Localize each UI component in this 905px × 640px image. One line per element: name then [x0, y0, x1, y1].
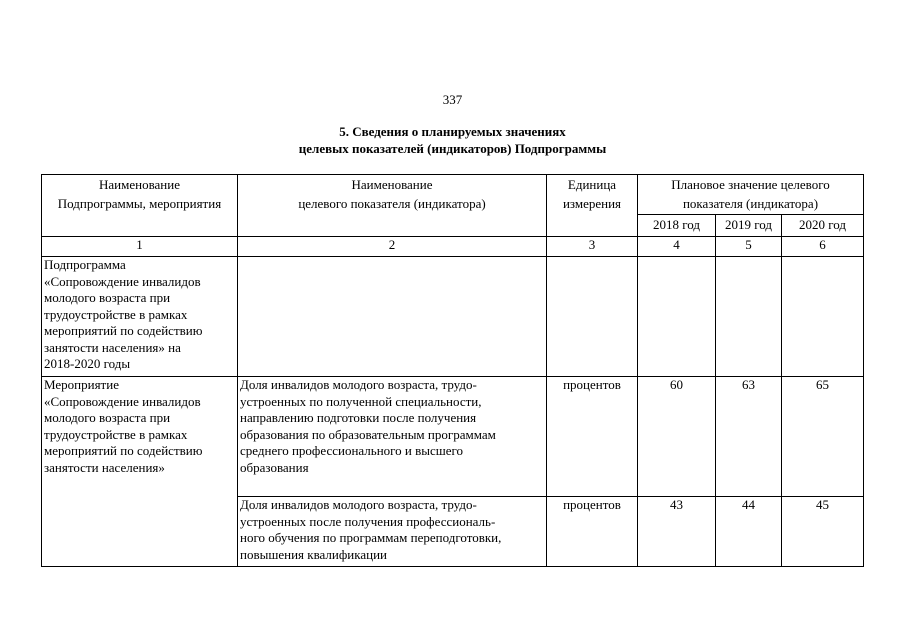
title-line-1: 5. Сведения о планируемых значениях: [339, 124, 566, 139]
text-line: образования: [240, 459, 309, 475]
column-number: 1: [42, 237, 238, 257]
value-2020: 65: [782, 377, 864, 497]
text-line: образования по образовательным программам: [240, 426, 496, 442]
empty-cell: [238, 257, 547, 377]
indicator-unit: процентов: [547, 377, 638, 497]
text-line: 2018-2020 годы: [44, 356, 131, 371]
indicator-name: [238, 377, 547, 497]
empty-cell: [782, 257, 864, 377]
header-indicator-line-2: целевого показателя (индикатора): [298, 196, 486, 211]
header-year-2018: 2018 год: [638, 215, 716, 237]
column-number: 6: [782, 237, 864, 257]
text-line: занятости населения»: [44, 459, 165, 475]
indicator-unit: процентов: [547, 497, 638, 567]
header-unit-line-1: Единица: [567, 177, 617, 192]
text-line: среднего профессионального и высшего: [240, 443, 464, 458]
header-unit: [547, 175, 638, 237]
text-line: повышения квалификации: [240, 546, 388, 562]
value-2019: 63: [716, 377, 782, 497]
measure-row: [42, 377, 864, 497]
text-line: Мероприятие: [44, 377, 119, 392]
header-planned-value: [638, 175, 864, 215]
subprogram-row: [42, 257, 864, 377]
header-planned-line-2: показателя (индикатора): [682, 196, 819, 211]
header-indicator-line-1: Наименование: [351, 177, 433, 192]
text-line: трудоустройстве в рамках: [44, 426, 188, 442]
column-number: 5: [716, 237, 782, 257]
column-number: 2: [238, 237, 547, 257]
text-line: направлению подготовки после получения: [240, 410, 477, 425]
text-line: устроенных после получения профессиональ-: [240, 513, 496, 529]
text-line: молодого возраста при: [44, 410, 171, 425]
indicators-table: [41, 174, 864, 567]
header-subprogram-line-2: Подпрограммы, мероприятия: [57, 196, 222, 211]
header-unit-line-2: измерения: [562, 196, 622, 211]
text-line: молодого возраста при: [44, 290, 171, 305]
value-2020: 45: [782, 497, 864, 567]
text-line: устроенных по полученной специальности,: [240, 393, 482, 409]
text-line: «Сопровождение инвалидов: [44, 273, 201, 289]
value-2018: 43: [638, 497, 716, 567]
header-subprogram-name: [42, 175, 238, 237]
text-line: трудоустройстве в рамках: [44, 306, 188, 322]
header-row: [42, 175, 864, 215]
header-indicator-name: [238, 175, 547, 237]
text-line: мероприятий по содействию: [44, 323, 203, 338]
column-number: 4: [638, 237, 716, 257]
text-line: мероприятий по содействию: [44, 443, 203, 458]
column-number: 3: [547, 237, 638, 257]
text-line: Доля инвалидов молодого возраста, трудо-: [240, 497, 477, 512]
column-numbers-row: [42, 237, 864, 257]
text-line: ного обучения по программам переподготовки,: [240, 530, 502, 545]
indicator-name: [238, 497, 547, 567]
text-line: занятости населения» на: [44, 339, 181, 355]
value-2018: 60: [638, 377, 716, 497]
header-year-2020: 2020 год: [782, 215, 864, 237]
text-line: Подпрограмма: [44, 257, 126, 272]
value-2019: 44: [716, 497, 782, 567]
header-subprogram-line-1: Наименование: [99, 177, 180, 192]
title-line-2: целевых показателей (индикаторов) Подпрограммы: [298, 141, 607, 156]
empty-cell: [638, 257, 716, 377]
document-title: [0, 123, 905, 157]
text-line: Доля инвалидов молодого возраста, трудо-: [240, 377, 477, 392]
text-line: «Сопровождение инвалидов: [44, 393, 201, 409]
header-planned-line-1: Плановое значение целевого: [671, 177, 830, 192]
page-number: 337: [442, 92, 463, 107]
header-year-2019: 2019 год: [716, 215, 782, 237]
empty-cell: [716, 257, 782, 377]
empty-cell: [547, 257, 638, 377]
subprogram-name: [42, 257, 238, 377]
measure-name: [42, 377, 238, 567]
